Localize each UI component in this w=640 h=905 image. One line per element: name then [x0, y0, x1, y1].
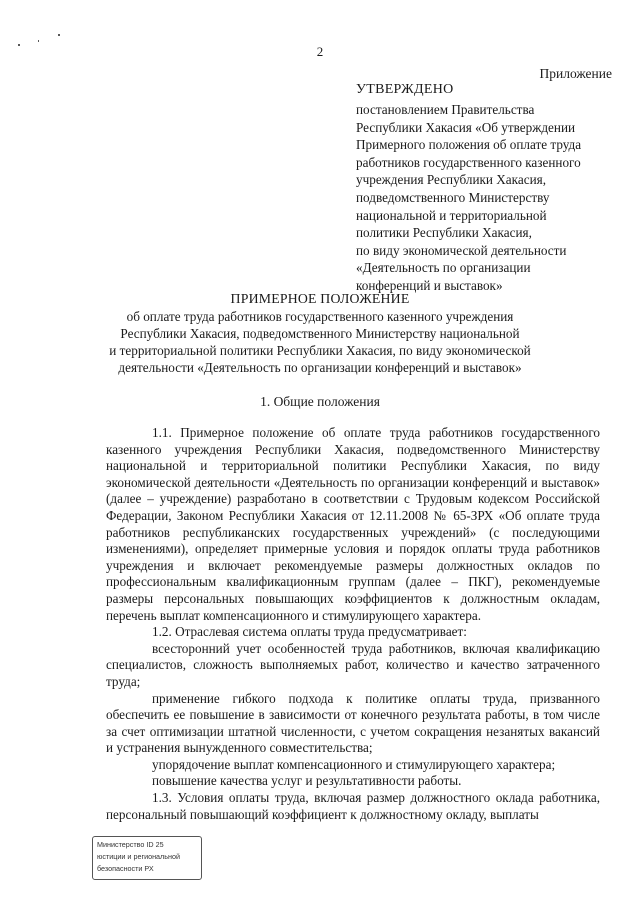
resolution-block — [356, 101, 626, 295]
subtitle-line: об оплате труда работников государственного казенного учреждения — [126, 309, 514, 324]
subtitle-line: Республики Хакасия, подведомственного Министерству национальной — [120, 326, 520, 341]
paragraph: всесторонний учет особенностей труда работников, включая квалификацию специалистов, сложность выполняемых работ, количество и качество затраченного труда; — [106, 640, 600, 689]
paragraph: 1.1. Примерное положение об оплате труда работников государственного казенного учреждения Республики Хакасия, подведомственного Министерству национальной и территориальной политики Республики Хакасия, по виду экономической деятельности «Деятельность по организации конференций и выставок» (далее – учреждение) разработано в соответствии с Трудовым кодексом Российской Федерации, Законом Республики Хакасия от 12.11.2008 № 65-ЗРХ «Об оплате труда работников республиканских государственных учреждений» (с последующими изменениями), определяет примерные условия и порядок оплаты труда работников учреждения и включает рекомендуемые размеры должностных окладов по профессиональным квалификационным группам (далее – ПКГ), рекомендуемые размеры персональных повышающих коэффициентов к должностным окладам, перечень выплат компенсационного и стимулирующего характера. — [106, 425, 600, 623]
resolution-line: по виду экономической деятельности — [356, 242, 567, 258]
resolution-line: национальной и территориальной — [356, 207, 547, 223]
subtitle-line: деятельности «Деятельность по организации конференций и выставок» — [118, 360, 522, 375]
resolution-line: работников государственного казенного — [356, 154, 581, 170]
scan-speck — [38, 40, 39, 42]
appendix-label: Приложение — [539, 66, 612, 81]
stamp-line: юстиции и региональной — [97, 852, 180, 861]
scan-speck — [58, 34, 60, 36]
resolution-line: постановлением Правительства — [356, 102, 535, 117]
document-subtitle — [0, 308, 640, 376]
resolution-line: «Деятельность по организации — [356, 260, 531, 276]
resolution-line: учреждения Республики Хакасия, — [356, 172, 546, 188]
page-number: 2 — [316, 44, 324, 59]
paragraph: повышение качества услуг и результативности работы. — [152, 773, 462, 789]
resolution-line: подведомственного Министерству — [356, 189, 550, 205]
resolution-line: Примерного положения об оплате труда — [356, 137, 582, 153]
resolution-line: политики Республики Хакасия, — [356, 225, 532, 241]
section-heading: 1. Общие положения — [260, 394, 380, 409]
paragraph: 1.2. Отраслевая система оплаты труда предусматривает: — [152, 624, 467, 640]
document-body — [106, 425, 600, 823]
resolution-line: конференций и выставок» — [356, 277, 503, 293]
subtitle-line: и территориальной политики Республики Хакасия, по виду экономической — [109, 343, 531, 358]
stamp-line: Министерство ID 25 — [97, 840, 164, 849]
approved-label: УТВЕРЖДЕНО — [356, 82, 454, 97]
document-title: ПРИМЕРНОЕ ПОЛОЖЕНИЕ — [230, 291, 410, 306]
registration-stamp — [92, 836, 202, 880]
paragraph: упорядочение выплат компенсационного и стимулирующего характера; — [152, 756, 556, 772]
paragraph: 1.3. Условия оплаты труда, включая размер должностного оклада работника, персональный повышающий коэффициент к должностному окладу, выплаты — [106, 790, 600, 822]
paragraph: применение гибкого подхода к политике оплаты труда, призванного обеспечить ее повышение в зависимости от конечного результата работы, в том числе за счет оптимизации штатной численности, с учетом сокращения незанятых вакансий и устранения вынужденного совместительства; — [106, 690, 600, 756]
resolution-line: Республики Хакасия «Об утверждении — [356, 119, 576, 135]
stamp-line: безопасности РХ — [97, 864, 154, 873]
